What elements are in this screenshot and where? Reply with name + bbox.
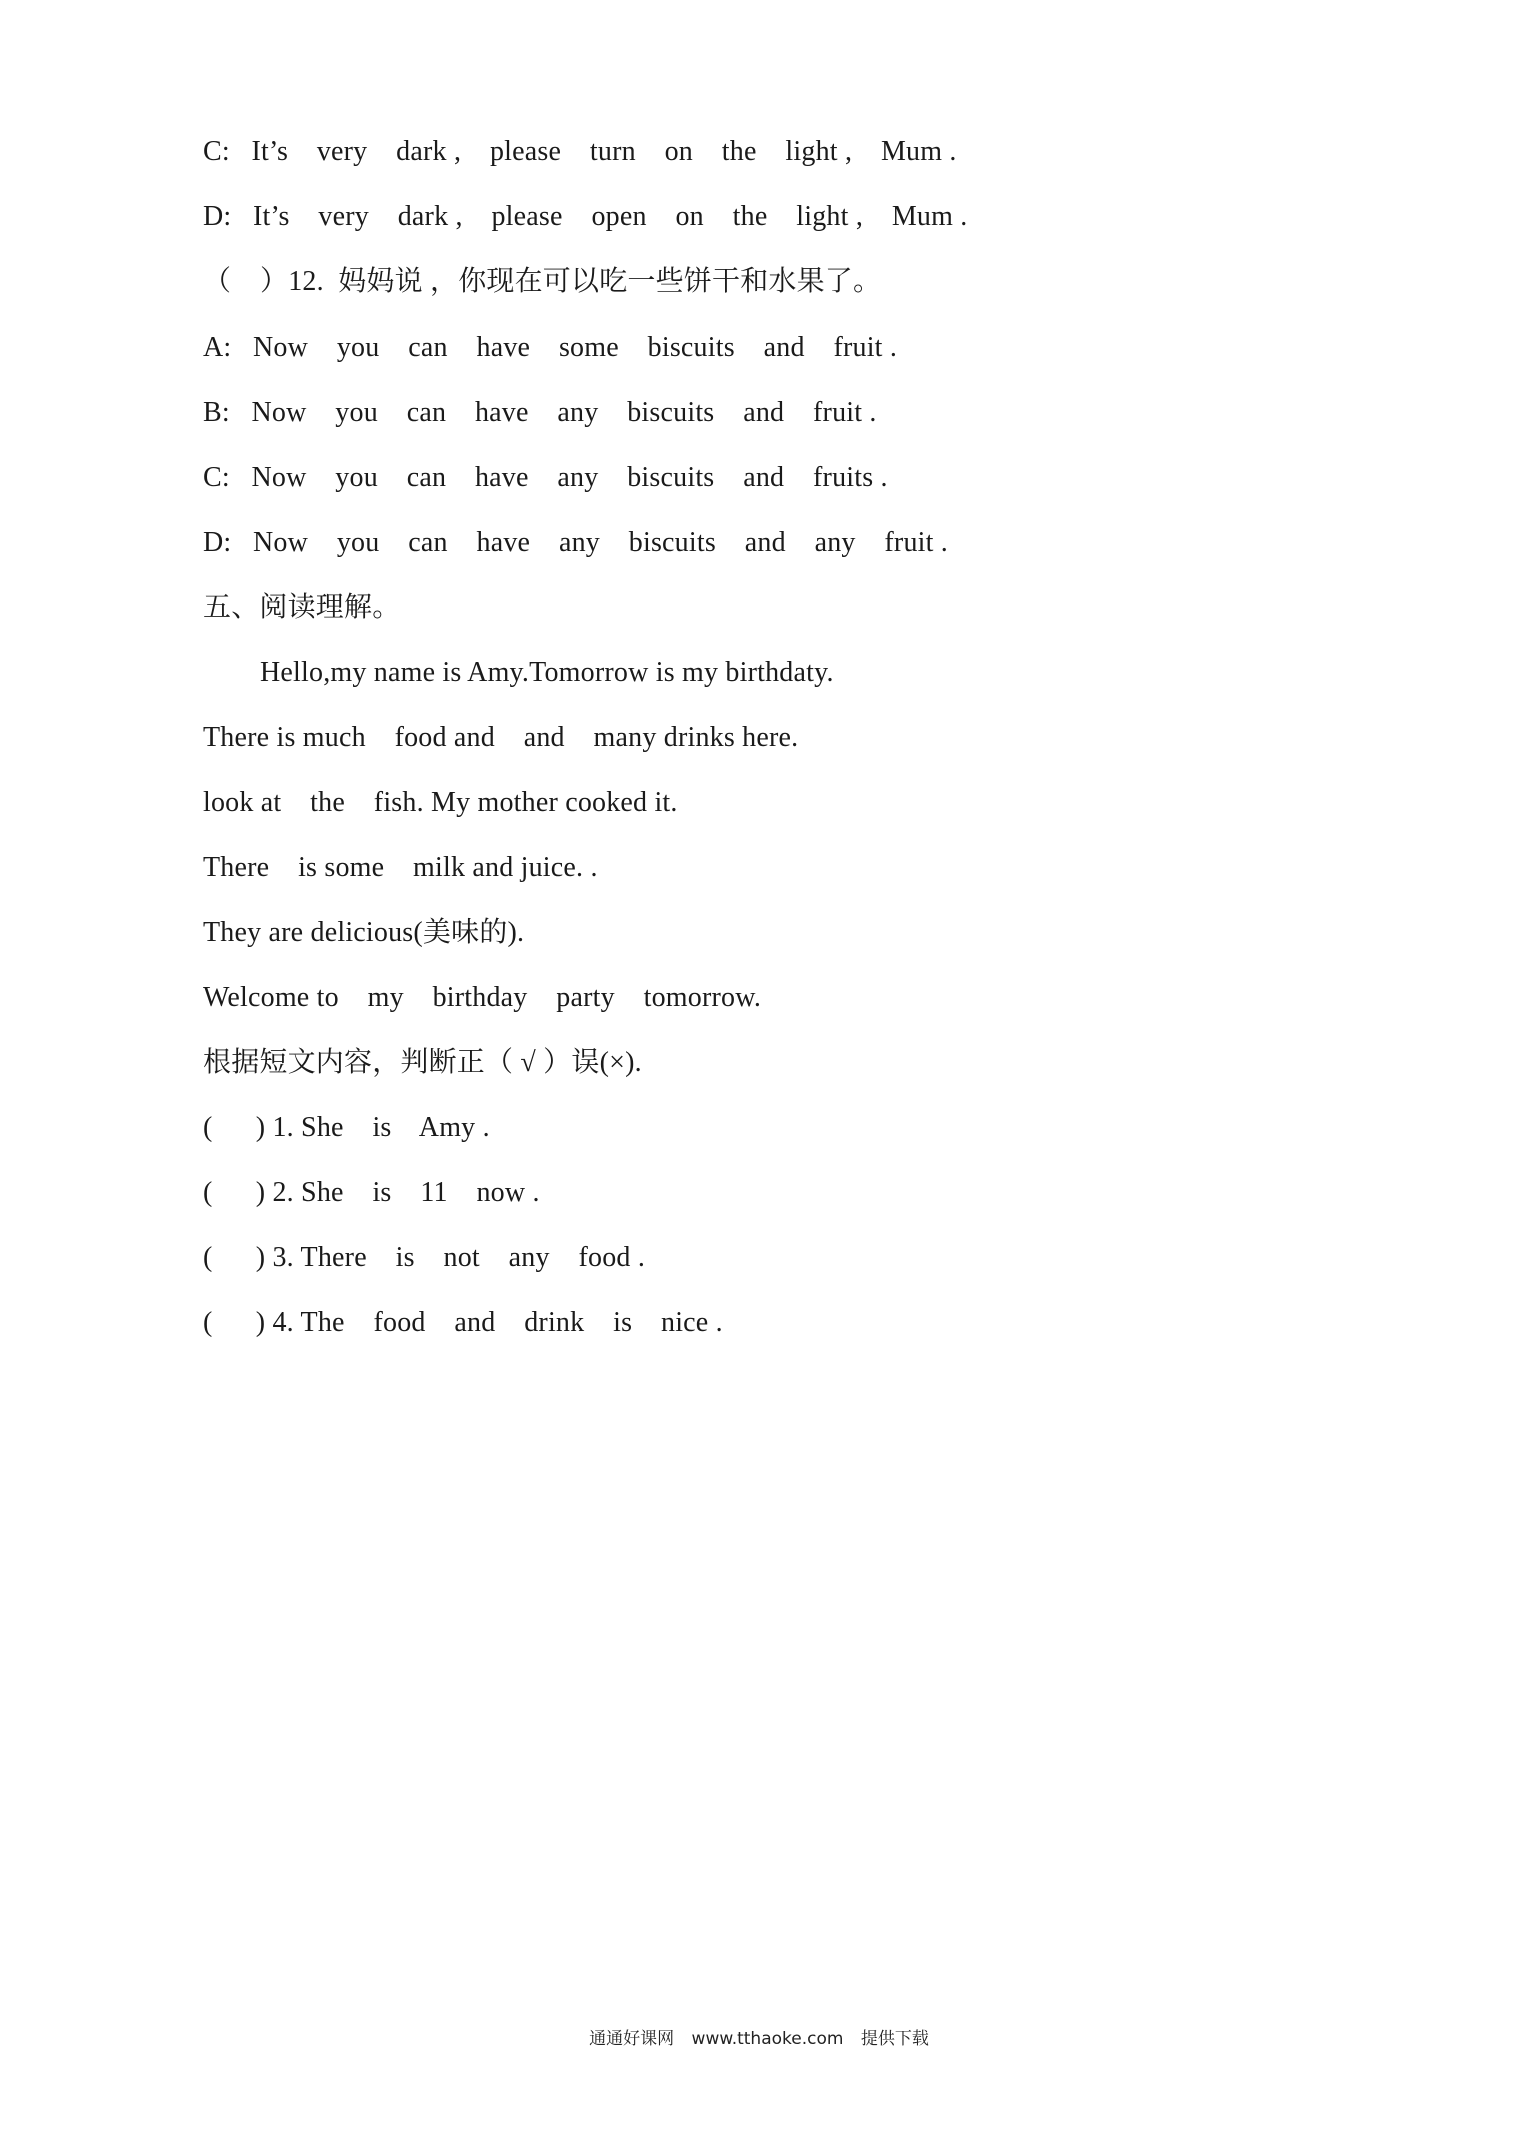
- page-footer: [0, 2027, 1518, 2051]
- tf-question-2: ( ) 2. She is 11 now .: [203, 1177, 540, 1208]
- passage-line: Hello,my name is Amy.Tomorrow is my birthdaty.: [260, 657, 834, 688]
- tf-question-1: ( ) 1. She is Amy .: [203, 1112, 490, 1143]
- true-false-instruction: 根据短文内容，判断正（ √ ）误(×).: [203, 1047, 642, 1078]
- section-heading-reading: 五、阅读理解。: [203, 592, 401, 623]
- tf-question-3: ( ) 3. There is not any food .: [203, 1242, 646, 1273]
- tf-question-4: ( ) 4. The food and drink is nice .: [203, 1307, 723, 1338]
- option-b-biscuits: B: Now you can have any biscuits and fruit .: [203, 397, 877, 428]
- option-d-light: D: It’s very dark , please open on the light , Mum .: [203, 201, 968, 232]
- option-c-light: C: It’s very dark , please turn on the light , Mum .: [203, 136, 957, 167]
- footer-site-name: 通通好课网: [589, 2029, 675, 2049]
- footer-suffix: 提供下载: [860, 2029, 929, 2049]
- passage-line: Welcome to my birthday party tomorrow.: [203, 982, 762, 1013]
- passage-line: look at the fish. My mother cooked it.: [203, 787, 678, 818]
- footer-url: www.tthaoke.com: [691, 2029, 844, 2049]
- passage-line: There is some milk and juice. .: [203, 852, 598, 883]
- option-c-biscuits: C: Now you can have any biscuits and fruits .: [203, 462, 888, 493]
- option-a-biscuits: A: Now you can have some biscuits and fruit .: [203, 332, 898, 363]
- passage-line: They are delicious(美味的).: [203, 917, 525, 948]
- question-12: （ ）12. 妈妈说 ，你现在可以吃一些饼干和水果了。: [203, 266, 882, 297]
- option-d-biscuits: D: Now you can have any biscuits and any fruit .: [203, 527, 949, 558]
- passage-line: There is much food and and many drinks here.: [203, 722, 799, 753]
